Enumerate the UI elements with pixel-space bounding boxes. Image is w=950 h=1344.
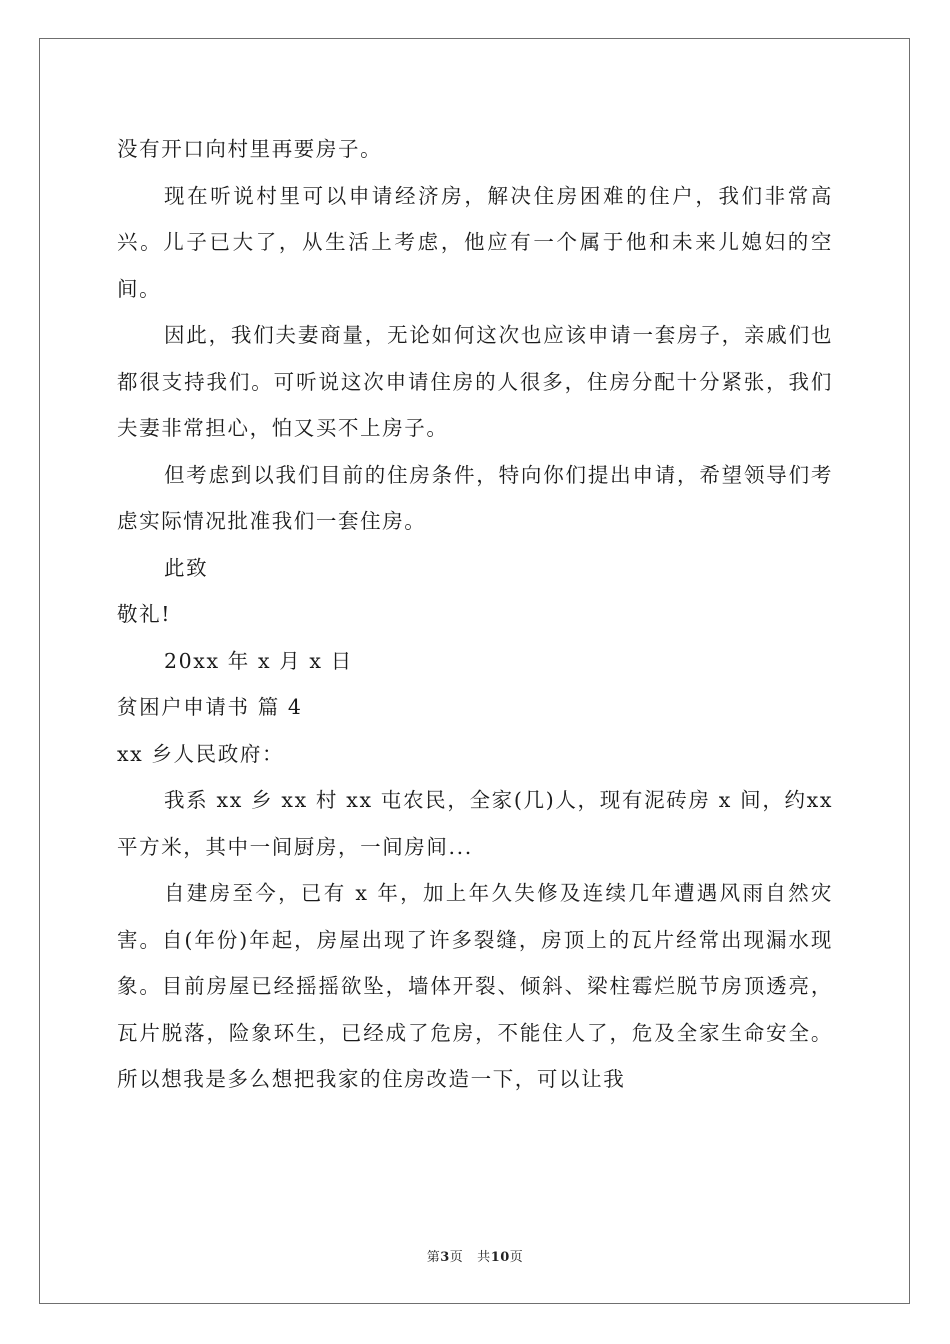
page-number: 3 — [440, 1250, 450, 1265]
closing-salutation: 此致 — [164, 555, 209, 580]
paragraph-household-info: 我系 xx 乡 xx 村 xx 屯农民，全家(几)人，现有泥砖房 x 间，约xx 平方米，其中一间厨房，一间房间... — [117, 788, 833, 859]
closing-regards: 敬礼! — [117, 602, 172, 626]
page-prefix: 第 — [426, 1250, 441, 1265]
total-suffix: 页 — [509, 1250, 524, 1265]
paragraph-economic-housing: 现在听说村里可以申请经济房，解决住房困难的住户，我们非常高兴。儿子已大了，从生活上考虑，他应有一个属于他和未来儿媳妇的空间。 — [117, 183, 833, 301]
section-heading: 贫困户申请书 篇 4 — [117, 695, 303, 719]
total-prefix: 共 — [477, 1250, 491, 1265]
letter-addressee: xx 乡人民政府： — [117, 741, 285, 766]
paragraph-discussion: 因此，我们夫妻商量，无论如何这次也应该申请一套房子，亲戚们也都很支持我们。可听说这次申请住房的人很多，住房分配十分紧张，我们夫妻非常担心，怕又买不上房子。 — [117, 323, 833, 440]
page-suffix: 页 — [449, 1250, 464, 1265]
paragraph-request: 但考虑到以我们目前的住房条件，特向你们提出申请，希望领导们考虑实际情况批准我们一套住房。 — [117, 462, 833, 533]
total-pages: 10 — [490, 1250, 510, 1265]
paragraph-continuation: 没有开口向村里再要房子。 — [117, 137, 383, 161]
paragraph-house-condition: 自建房至今，已有 x 年，加上年久失修及连续几年遭遇风雨自然灾害。自(年份)年起，房屋出现了许多裂缝，房顶上的瓦片经常出现漏水现象。目前房屋已经摇摇欲坠，墙体开裂、倾斜、梁柱霉烂脱节房顶透亮，瓦片脱落，险象环生，已经成了危房，不能住人了，危及全家生命安全。所以想我是多么想把我家的住房改造一下，可以让我 — [117, 881, 833, 1091]
document-body — [117, 126, 833, 1103]
letter-date: 20xx 年 x 月 x 日 — [164, 648, 353, 673]
page-footer — [0, 1246, 950, 1265]
